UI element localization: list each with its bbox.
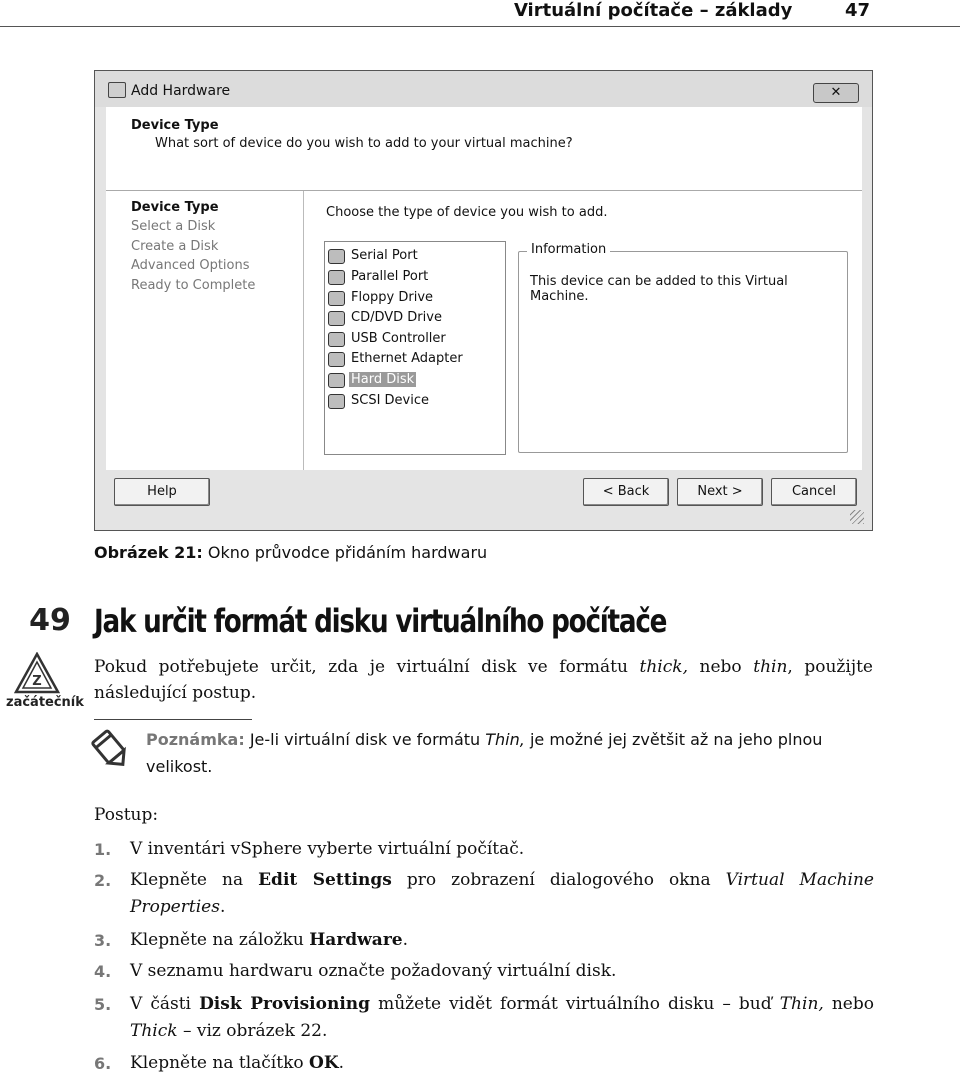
step-ui-term: Virtual Machine Properties <box>130 870 874 917</box>
device-label: Floppy Drive <box>351 290 434 305</box>
step-text-part: nebo <box>823 994 874 1014</box>
step-text <box>130 867 874 921</box>
usb-controller-icon <box>328 332 345 347</box>
device-item[interactable] <box>328 247 420 265</box>
intro-text: , použijte následující postup. <box>94 657 873 703</box>
device-label: USB Controller <box>351 331 446 346</box>
wizard-step-create-disk[interactable]: Create a Disk <box>131 239 219 254</box>
beginner-badge-icon <box>14 652 60 698</box>
step-ui-term: Disk Provisioning <box>199 994 371 1014</box>
note-divider <box>94 719 252 720</box>
step-text: V inventári vSphere vyberte virtuální počítač. <box>130 839 525 859</box>
add-hardware-icon <box>108 82 126 98</box>
ethernet-adapter-icon <box>328 352 345 367</box>
hard-disk-icon <box>328 373 345 388</box>
wizard-header-subtitle: What sort of device do you wish to add to your virtual machine? <box>155 136 573 151</box>
device-list[interactable] <box>324 241 506 455</box>
step-text <box>130 927 874 954</box>
wizard-steps <box>106 191 304 470</box>
list-item <box>94 1050 874 1077</box>
running-header-line <box>514 0 870 21</box>
pencil-note-icon <box>88 727 132 775</box>
serial-port-icon <box>328 249 345 264</box>
step-text-part: . <box>402 930 408 950</box>
window-titlebar <box>95 71 872 107</box>
device-label: Serial Port <box>351 248 418 263</box>
device-item[interactable] <box>328 309 444 327</box>
wizard-step-ready[interactable]: Ready to Complete <box>131 278 256 293</box>
scsi-device-icon <box>328 394 345 409</box>
intro-thin: thin <box>753 657 788 677</box>
step-text-part: můžete vidět formát virtuálního disku – buď <box>370 994 780 1014</box>
device-item[interactable] <box>328 289 435 307</box>
list-item <box>94 991 874 1045</box>
intro-paragraph <box>94 654 873 706</box>
running-header-title: Virtuální počítače – základy <box>513 0 793 21</box>
parallel-port-icon <box>328 270 345 285</box>
resize-grip[interactable] <box>850 510 864 524</box>
note-text: Je-li virtuální disk ve formátu <box>244 730 486 749</box>
step-number: 2. <box>94 871 112 890</box>
device-label: Hard Disk <box>351 372 415 387</box>
note-thin: Thin, <box>485 730 525 749</box>
tip-level: začátečník <box>6 695 84 710</box>
step-text <box>130 991 874 1045</box>
caption-text: Okno průvodce přidáním hardwaru <box>202 543 488 562</box>
device-label: Ethernet Adapter <box>351 351 463 366</box>
cancel-button[interactable]: Cancel <box>771 478 857 506</box>
step-ui-term: Thin, <box>779 994 824 1014</box>
step-number: 4. <box>94 962 112 981</box>
add-hardware-screenshot <box>94 70 873 531</box>
information-group <box>518 242 848 453</box>
note-block <box>146 726 876 780</box>
step-ui-term: Hardware <box>309 930 403 950</box>
step-text-part: V části <box>130 994 200 1014</box>
next-button[interactable]: Next > <box>677 478 763 506</box>
back-button[interactable]: < Back <box>583 478 669 506</box>
list-item <box>94 927 874 954</box>
step-ui-term: Edit Settings <box>258 870 392 890</box>
step-ui-term: Thick <box>130 1021 178 1041</box>
caption-label: Obrázek 21: <box>94 543 203 562</box>
information-text: This device can be added to this Virtual Machine. <box>530 274 788 304</box>
wizard-step-device-type[interactable]: Device Type <box>131 200 219 215</box>
help-button[interactable]: Help <box>114 478 210 506</box>
list-item <box>94 958 874 985</box>
figure-caption <box>94 543 487 562</box>
list-item <box>94 836 874 863</box>
floppy-drive-icon <box>328 291 345 306</box>
step-text <box>130 1050 874 1077</box>
step-text-part: . <box>338 1053 345 1073</box>
procedure-title: Postup: <box>94 805 159 825</box>
step-ui-term: OK <box>309 1053 339 1073</box>
page-number: 47 <box>844 0 870 21</box>
step-number: 1. <box>94 840 112 859</box>
window-title: Add Hardware <box>131 83 231 99</box>
device-item[interactable] <box>328 392 431 410</box>
step-text-part: . <box>219 897 226 917</box>
information-title: Information <box>527 242 610 257</box>
device-label: SCSI Device <box>351 393 430 408</box>
step-text-part: Klepněte na tlačítko <box>130 1053 310 1073</box>
step-text-part: Klepněte na <box>130 870 259 890</box>
intro-thick: thick, <box>639 657 688 677</box>
device-prompt: Choose the type of device you wish to add. <box>326 205 608 220</box>
wizard-header-title: Device Type <box>131 118 219 133</box>
step-number: 6. <box>94 1054 112 1073</box>
step-text: V seznamu hardwaru označte požadovaný virtuální disk. <box>130 961 617 981</box>
note-text: je možné jej zvětšit až na jeho plnou velikost. <box>146 730 823 776</box>
tip-number: 49 <box>29 603 71 638</box>
device-item[interactable] <box>328 268 430 286</box>
device-item[interactable] <box>328 330 448 348</box>
step-number: 3. <box>94 931 112 950</box>
badge-letter: Z <box>32 674 42 689</box>
step-number: 5. <box>94 995 112 1014</box>
intro-text: nebo <box>687 657 754 677</box>
wizard-content <box>304 191 862 470</box>
step-text-part: Klepněte na záložku <box>130 930 310 950</box>
section-heading: Jak určit formát disku virtuálního počítače <box>94 602 667 640</box>
device-label: CD/DVD Drive <box>351 310 442 325</box>
device-item-selected[interactable] <box>328 371 416 389</box>
step-text-part: – viz obrázek 22. <box>177 1021 328 1041</box>
device-label: Parallel Port <box>351 269 429 284</box>
running-header <box>0 0 960 27</box>
list-item <box>94 867 874 921</box>
note-label: Poznámka: <box>146 730 245 749</box>
close-button[interactable]: ✕ <box>813 83 859 103</box>
intro-text: Pokud potřebujete určit, zda je virtuální disk ve formátu <box>94 657 640 677</box>
device-item[interactable] <box>328 350 465 368</box>
wizard-header <box>106 107 862 191</box>
wizard-step-select-disk[interactable]: Select a Disk <box>131 219 216 234</box>
cd-dvd-drive-icon <box>328 311 345 326</box>
step-text-part: pro zobrazení dialogového okna <box>391 870 726 890</box>
wizard-step-advanced-options[interactable]: Advanced Options <box>131 258 250 273</box>
